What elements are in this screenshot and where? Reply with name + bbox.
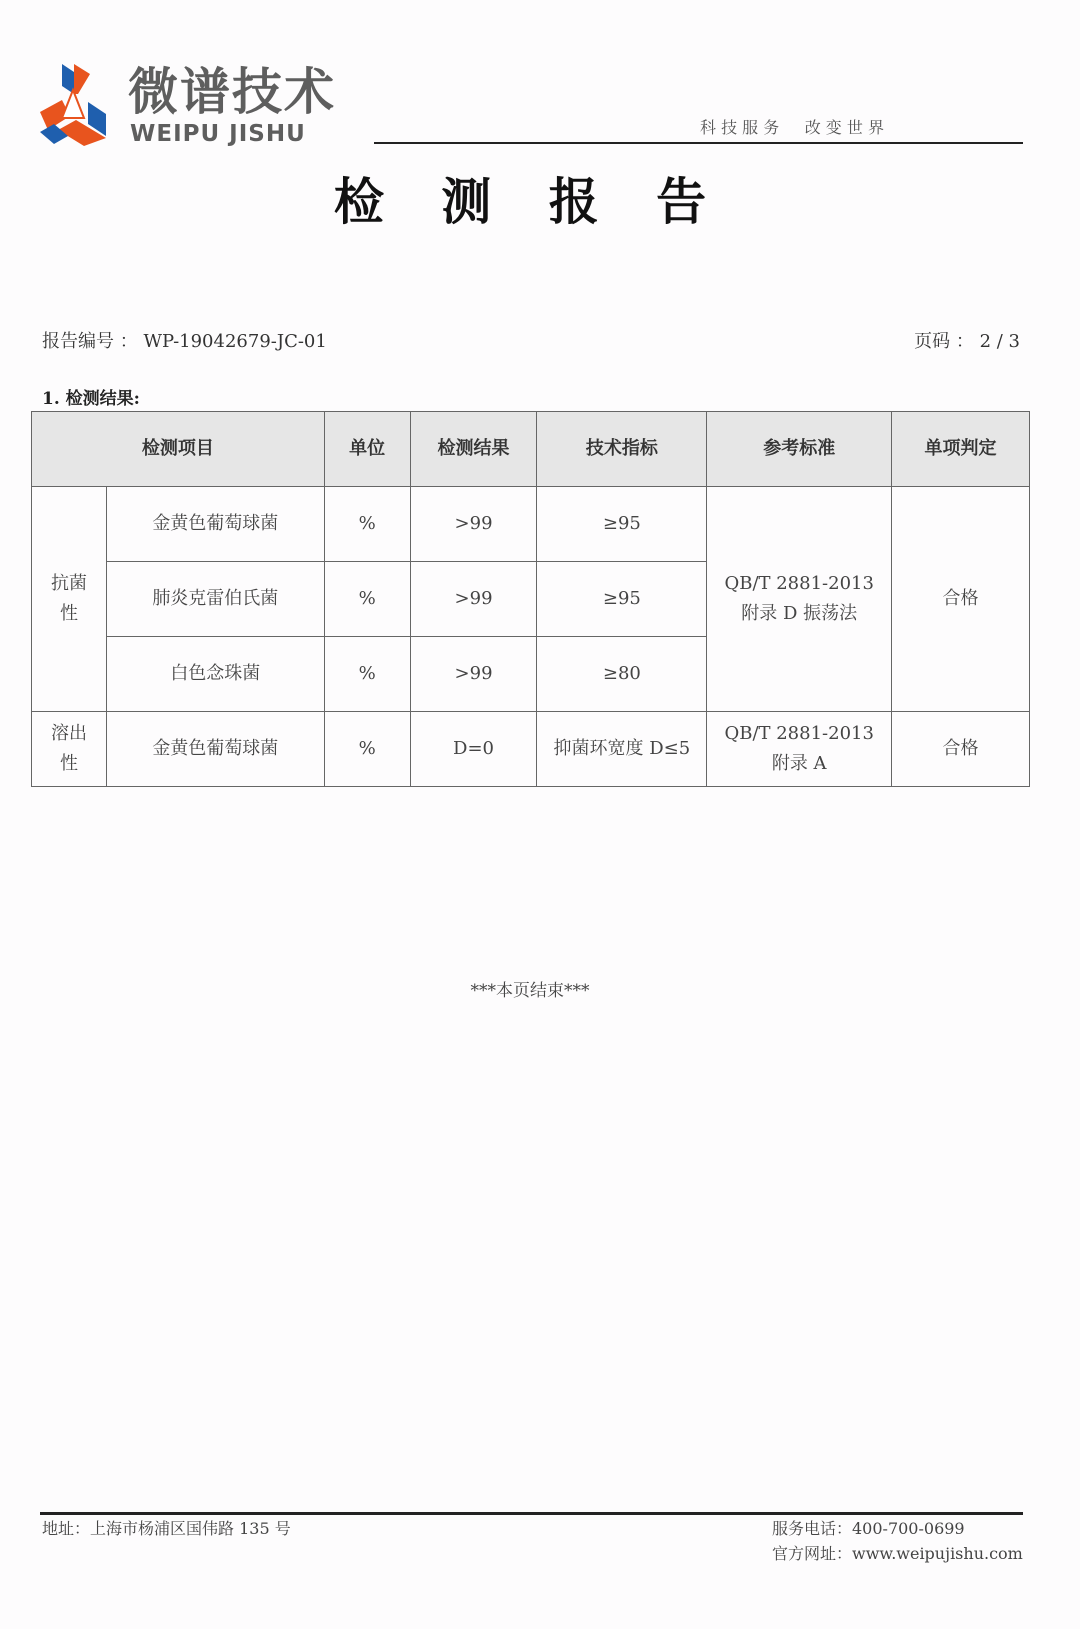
header-divider xyxy=(374,142,1023,144)
standard-cell: QB/T 2881-2013 附录 D 振荡法 xyxy=(707,487,892,712)
results-table xyxy=(31,411,1030,787)
header-standard: 参考标准 xyxy=(707,412,892,487)
category-cell: 溶出性 xyxy=(32,712,107,787)
footer-address: 地址：上海市杨浦区国伟路 135 号 xyxy=(42,1519,291,1538)
table-row xyxy=(32,487,1030,562)
spec-cell: ≥95 xyxy=(537,562,707,637)
table-header-row xyxy=(32,412,1030,487)
footer-website: 官方网址：www.weipujishu.com xyxy=(772,1544,1023,1563)
unit-cell: % xyxy=(324,487,410,562)
standard-cell: QB/T 2881-2013 附录 A xyxy=(707,712,892,787)
spec-cell: 抑菌环宽度 D≤5 xyxy=(537,712,707,787)
footer-phone: 服务电话：400-700-0699 xyxy=(772,1519,965,1538)
verdict-cell: 合格 xyxy=(892,487,1030,712)
section-heading: 1. 检测结果: xyxy=(42,389,140,409)
report-number: 报告编号 ： WP-19042679-JC-01 xyxy=(42,331,327,352)
item-cell: 白色念珠菌 xyxy=(106,637,324,712)
unit-cell: % xyxy=(324,637,410,712)
header-spec: 技术指标 xyxy=(537,412,707,487)
table-row xyxy=(32,712,1030,787)
page-number: 页码 ： 2 / 3 xyxy=(914,331,1020,352)
result-cell: >99 xyxy=(410,487,537,562)
result-cell: D=0 xyxy=(410,712,537,787)
item-cell: 金黄色葡萄球菌 xyxy=(106,487,324,562)
verdict-cell: 合格 xyxy=(892,712,1030,787)
brand-name-en: WEIPU JISHU xyxy=(130,121,306,147)
unit-cell: % xyxy=(324,562,410,637)
page-end-marker: ***本页结束*** xyxy=(470,981,590,1001)
unit-cell: % xyxy=(324,712,410,787)
header-verdict: 单项判定 xyxy=(892,412,1030,487)
header-result: 检测结果 xyxy=(410,412,537,487)
footer-divider xyxy=(40,1512,1023,1515)
slogan: 科 技 服 务 改 变 世 界 xyxy=(700,118,884,137)
report-title: 检 测 报 告 xyxy=(333,172,727,231)
company-logo-icon xyxy=(40,64,106,146)
header-unit: 单位 xyxy=(324,412,410,487)
spec-cell: ≥80 xyxy=(537,637,707,712)
result-cell: >99 xyxy=(410,562,537,637)
item-cell: 肺炎克雷伯氏菌 xyxy=(106,562,324,637)
spec-cell: ≥95 xyxy=(537,487,707,562)
item-cell: 金黄色葡萄球菌 xyxy=(106,712,324,787)
header-item: 检测项目 xyxy=(32,412,325,487)
category-cell: 抗菌性 xyxy=(32,487,107,712)
brand-name-cn: 微谱技术 xyxy=(128,63,336,121)
result-cell: >99 xyxy=(410,637,537,712)
